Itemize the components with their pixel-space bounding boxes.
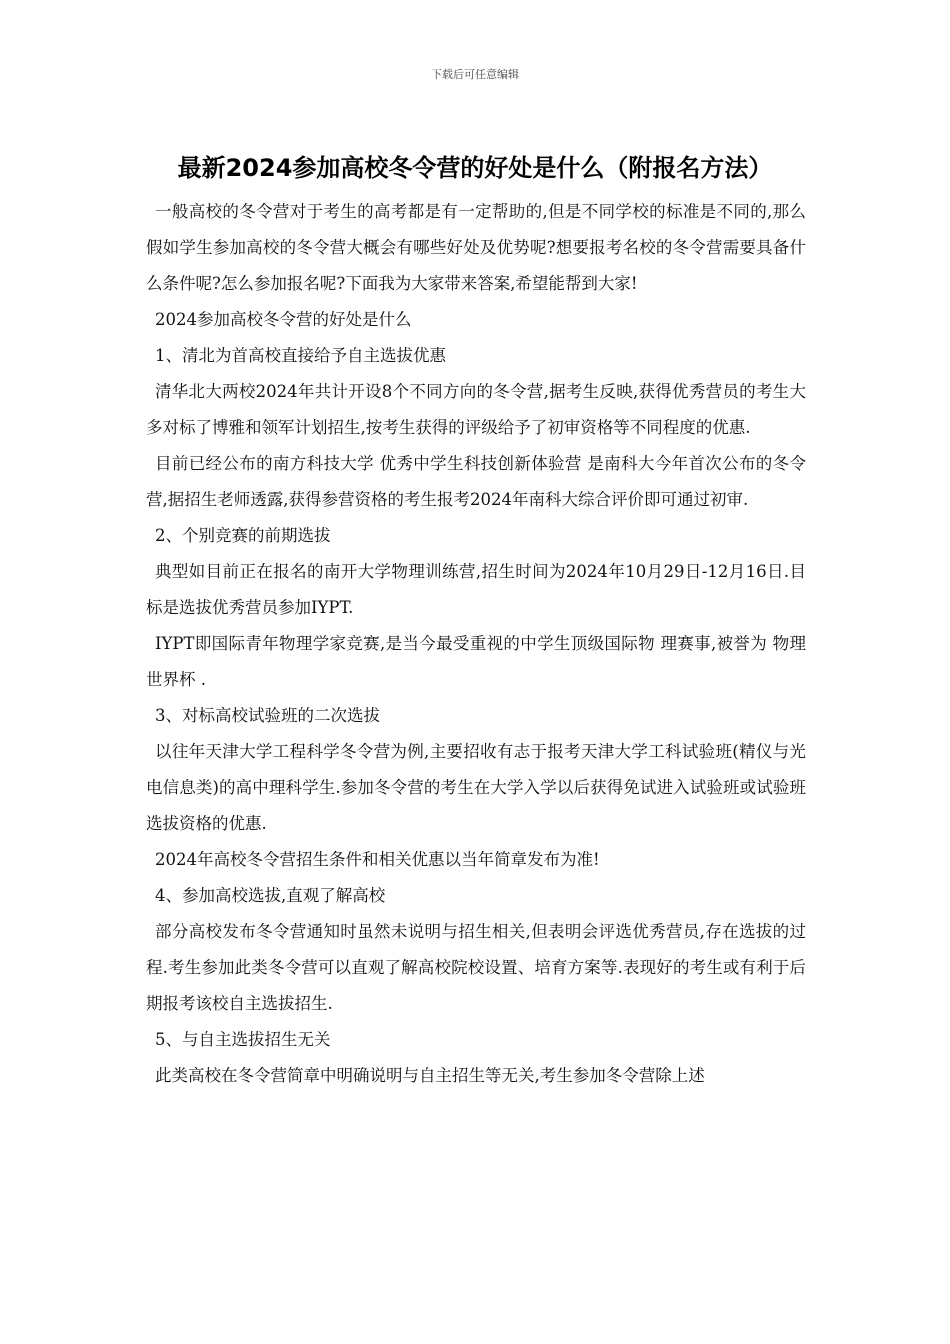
item-heading-4: 4、参加高校选拔,直观了解高校 — [155, 886, 386, 905]
document-body — [146, 194, 806, 1094]
header-note: 下载后可任意编辑 — [431, 68, 519, 81]
item-heading-3: 3、对标高校试验班的二次选拔 — [155, 706, 380, 725]
section-heading-benefits: 2024参加高校冬令营的好处是什么 — [155, 310, 412, 329]
paragraph-tsinghua-peking: 清华北大两校2024年共计开设8个不同方向的冬令营,据考生反映,获得优秀营员的考生大多对标了博雅和领军计划招生,按考生获得的评级给予了初审资格等不同程度的优惠. — [146, 382, 806, 437]
item-heading-5: 5、与自主选拔招生无关 — [155, 1030, 331, 1049]
paragraph-selection: 部分高校发布冬令营通知时虽然未说明与招生相关,但表明会评选优秀营员,存在选拔的过程.考生参加此类冬令营可以直观了解高校院校设置、培育方案等.表现好的考生或有利于后期报考该校自主选拔招生. — [146, 922, 806, 1013]
item-heading-1: 1、清北为首高校直接给予自主选拔优惠 — [155, 346, 446, 365]
paragraph-iypt: IYPT即国际青年物理学家竞赛,是当今最受重视的中学生顶级国际物 理赛事,被誉为 物理世界杯 . — [146, 634, 806, 689]
paragraph-notice: 2024年高校冬令营招生条件和相关优惠以当年简章发布为准! — [155, 850, 600, 869]
paragraph-intro: 一般高校的冬令营对于考生的高考都是有一定帮助的,但是不同学校的标准是不同的,那么假如学生参加高校的冬令营大概会有哪些好处及优势呢?想要报考名校的冬令营需要具备什么条件呢?怎么参加报名呢?下面我为大家带来答案,希望能帮到大家! — [146, 202, 806, 293]
paragraph-sustech: 目前已经公布的南方科技大学 优秀中学生科技创新体验营 是南科大今年首次公布的冬令营,据招生老师透露,获得参营资格的考生报考2024年南科大综合评价即可通过初审. — [146, 454, 806, 509]
paragraph-unrelated: 此类高校在冬令营简章中明确说明与自主招生等无关,考生参加冬令营除上述 — [155, 1066, 705, 1085]
item-heading-2: 2、个别竞赛的前期选拔 — [155, 526, 331, 545]
document-title: 最新2024参加高校冬令营的好处是什么（附报名方法） — [177, 154, 773, 182]
paragraph-nankai: 典型如目前正在报名的南开大学物理训练营,招生时间为2024年10月29日-12月16日.目标是选拔优秀营员参加IYPT. — [146, 562, 806, 617]
paragraph-tianjin: 以往年天津大学工程科学冬令营为例,主要招收有志于报考天津大学工科试验班(精仪与光电信息类)的高中理科学生.参加冬令营的考生在大学入学以后获得免试进入试验班或试验班选拔资格的优惠. — [146, 742, 806, 833]
